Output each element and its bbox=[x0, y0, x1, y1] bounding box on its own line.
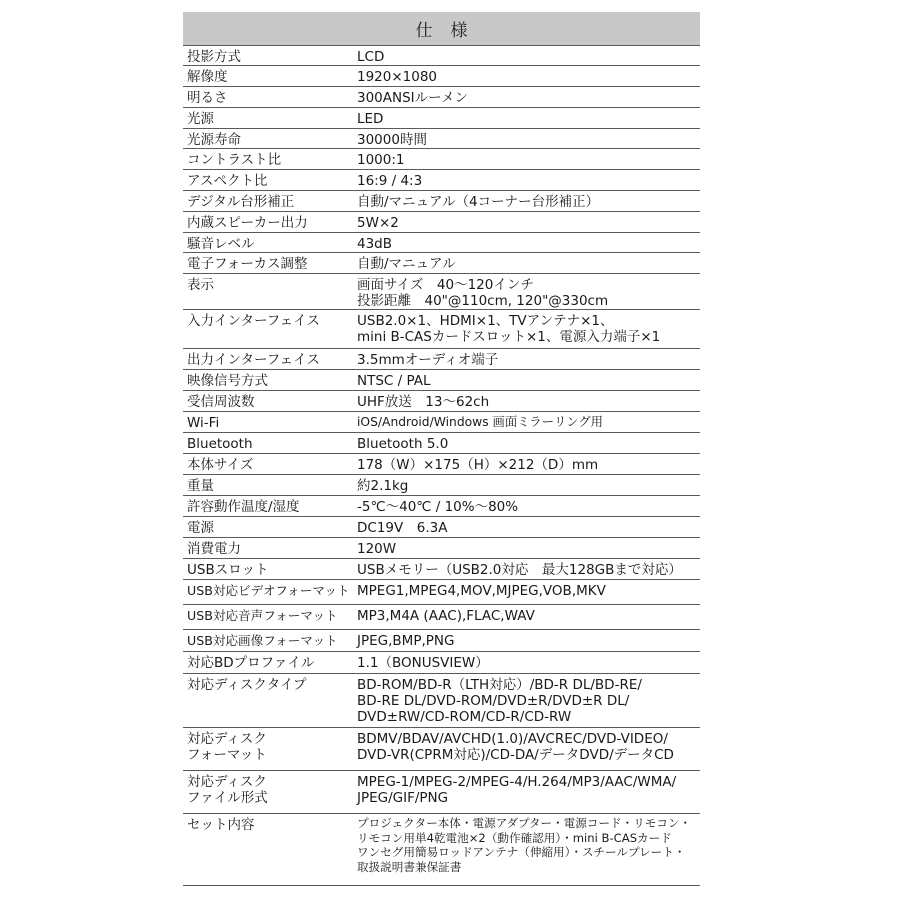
spec-value-line: iOS/Android/Windows 画面ミラーリング用 bbox=[357, 415, 603, 429]
spec-value-line: -5℃～40℃ / 10%～80% bbox=[357, 499, 519, 515]
spec-value-line: プロジェクター本体・電源アダプター・電源コード・リモコン・ bbox=[357, 816, 692, 830]
spec-label-line: 電源 bbox=[187, 520, 214, 536]
spec-label-line: コントラスト比 bbox=[187, 152, 282, 168]
spec-value bbox=[353, 517, 700, 538]
spec-label bbox=[183, 412, 353, 433]
spec-value-line: 取扱説明書兼保証書 bbox=[357, 859, 462, 874]
spec-label-line: フォーマット bbox=[187, 747, 267, 763]
spec-label bbox=[183, 212, 353, 233]
spec-label-line: USB対応ビデオフォーマット bbox=[187, 583, 350, 598]
spec-value-line: USB2.0×1、HDMI×1、TVアンテナ×1、 bbox=[357, 313, 614, 329]
spec-value bbox=[353, 652, 700, 674]
spec-value-line: 178（W）×175（H）×212（D）mm bbox=[357, 457, 599, 473]
spec-label-line: 入力インターフェイス bbox=[187, 313, 320, 329]
spec-value-line: BD-ROM/BD-R（LTH対応）/BD-R DL/BD-RE/ bbox=[357, 677, 642, 693]
spec-value bbox=[353, 274, 700, 310]
spec-value-line: mini B-CASカードスロット×1、電源入力端子×1 bbox=[357, 329, 661, 345]
spec-label-line: 対応ディスクタイプ bbox=[187, 677, 307, 693]
spec-row bbox=[183, 170, 700, 191]
spec-value bbox=[353, 454, 700, 475]
spec-value bbox=[353, 108, 700, 129]
spec-value-line: 自動/マニュアル（4コーナー台形補正） bbox=[357, 194, 600, 210]
spec-row bbox=[183, 814, 700, 886]
spec-label bbox=[183, 538, 353, 559]
spec-label-line: 受信周波数 bbox=[187, 394, 255, 410]
spec-row bbox=[183, 771, 700, 814]
spec-label-line: 解像度 bbox=[187, 69, 228, 85]
spec-row bbox=[183, 212, 700, 233]
spec-value-line: DVD-VR(CPRM対応)/CD-DA/データDVD/データCD bbox=[357, 747, 674, 763]
spec-label bbox=[183, 87, 353, 108]
spec-row bbox=[183, 274, 700, 310]
spec-label bbox=[183, 108, 353, 129]
spec-label bbox=[183, 559, 353, 580]
spec-label bbox=[183, 129, 353, 149]
spec-row bbox=[183, 630, 700, 652]
spec-value bbox=[353, 728, 700, 771]
spec-value bbox=[353, 814, 700, 886]
spec-row bbox=[183, 391, 700, 412]
spec-value-line: MPEG-1/MPEG-2/MPEG-4/H.264/MP3/AAC/WMA/ bbox=[357, 774, 677, 790]
spec-value-line: 3.5mmオーディオ端子 bbox=[357, 352, 499, 368]
spec-value-line: 1.1（BONUSVIEW） bbox=[357, 655, 489, 671]
spec-row bbox=[183, 652, 700, 674]
spec-value-line: JPEG/GIF/PNG bbox=[357, 790, 449, 806]
spec-label bbox=[183, 370, 353, 391]
spec-value bbox=[353, 674, 700, 728]
spec-value-line: 投影距離 40"@110cm, 120"@330cm bbox=[357, 293, 609, 309]
spec-row bbox=[183, 108, 700, 129]
spec-label-line: 許容動作温度/湿度 bbox=[187, 499, 300, 515]
spec-value bbox=[353, 496, 700, 517]
spec-row bbox=[183, 370, 700, 391]
spec-value bbox=[353, 170, 700, 191]
spec-label-line: 明るさ bbox=[187, 90, 228, 106]
spec-value-line: 120W bbox=[357, 541, 397, 557]
spec-value bbox=[353, 630, 700, 652]
spec-label bbox=[183, 66, 353, 87]
spec-value-line: Bluetooth 5.0 bbox=[357, 436, 449, 452]
spec-value bbox=[353, 538, 700, 559]
spec-label-line: セット内容 bbox=[187, 817, 255, 833]
spec-row bbox=[183, 191, 700, 212]
spec-row bbox=[183, 412, 700, 433]
spec-value bbox=[353, 559, 700, 580]
spec-label bbox=[183, 517, 353, 538]
spec-value-line: MPEG1,MPEG4,MOV,MJPEG,VOB,MKV bbox=[357, 583, 606, 599]
spec-label-line: 投影方式 bbox=[187, 49, 241, 65]
spec-label-line: USB対応画像フォーマット bbox=[187, 633, 338, 648]
spec-row bbox=[183, 66, 700, 87]
spec-row bbox=[183, 605, 700, 630]
spec-label bbox=[183, 391, 353, 412]
spec-label bbox=[183, 310, 353, 349]
spec-value bbox=[353, 771, 700, 814]
spec-label-line: USB対応音声フォーマット bbox=[187, 608, 338, 623]
spec-row bbox=[183, 496, 700, 517]
spec-label bbox=[183, 652, 353, 674]
spec-label bbox=[183, 580, 353, 605]
spec-value-line: 30000時間 bbox=[357, 132, 427, 148]
spec-value-line: 300ANSIルーメン bbox=[357, 90, 468, 106]
spec-label-line: 光源寿命 bbox=[187, 132, 241, 148]
spec-value bbox=[353, 349, 700, 370]
spec-value-line: 画面サイズ 40～120インチ bbox=[357, 277, 534, 293]
spec-value-line: BDMV/BDAV/AVCHD(1.0)/AVCREC/DVD-VIDEO/ bbox=[357, 731, 668, 747]
spec-value-line: 1000:1 bbox=[357, 152, 405, 168]
spec-value bbox=[353, 129, 700, 149]
spec-label bbox=[183, 630, 353, 652]
spec-label-line: 対応BDプロファイル bbox=[187, 655, 315, 671]
spec-label bbox=[183, 274, 353, 310]
spec-label-line: 重量 bbox=[187, 478, 214, 494]
spec-label bbox=[183, 149, 353, 170]
spec-value bbox=[353, 310, 700, 349]
spec-value bbox=[353, 370, 700, 391]
spec-label-line: 本体サイズ bbox=[187, 457, 254, 473]
spec-label bbox=[183, 433, 353, 454]
spec-row bbox=[183, 129, 700, 149]
spec-label-line: デジタル台形補正 bbox=[187, 194, 295, 210]
spec-value-line: UHF放送 13～62ch bbox=[357, 394, 490, 410]
spec-row bbox=[183, 253, 700, 274]
spec-label-line: 光源 bbox=[187, 111, 214, 127]
spec-label bbox=[183, 253, 353, 274]
spec-label-line: USBスロット bbox=[187, 562, 269, 578]
spec-label-line: Wi-Fi bbox=[187, 415, 220, 431]
spec-value bbox=[353, 391, 700, 412]
spec-value bbox=[353, 212, 700, 233]
spec-value-line: BD-RE DL/DVD-ROM/DVD±R/DVD±R DL/ bbox=[357, 693, 630, 709]
spec-label bbox=[183, 728, 353, 771]
spec-table bbox=[183, 45, 700, 886]
spec-value bbox=[353, 433, 700, 454]
spec-label-line: アスペクト比 bbox=[187, 173, 268, 189]
spec-value-line: JPEG,BMP,PNG bbox=[357, 633, 455, 649]
spec-label-line: 映像信号方式 bbox=[187, 373, 268, 389]
spec-value-line: LCD bbox=[357, 49, 385, 65]
spec-value-line: DVD±RW/CD-ROM/CD-R/CD-RW bbox=[357, 709, 572, 725]
spec-value-line: ワンセグ用簡易ロッドアンテナ（伸縮用）・スチールプレート・ bbox=[357, 845, 686, 859]
spec-row bbox=[183, 674, 700, 728]
spec-label bbox=[183, 233, 353, 253]
spec-sheet bbox=[183, 12, 700, 886]
spec-label bbox=[183, 454, 353, 475]
spec-row bbox=[183, 310, 700, 349]
spec-label bbox=[183, 771, 353, 814]
spec-row bbox=[183, 46, 700, 66]
spec-value-line: 約2.1kg bbox=[357, 478, 409, 494]
spec-value-line: MP3,M4A (AAC),FLAC,WAV bbox=[357, 608, 535, 624]
spec-label-line: 騒音レベル bbox=[187, 236, 255, 252]
spec-value bbox=[353, 605, 700, 630]
spec-label bbox=[183, 674, 353, 728]
spec-label bbox=[183, 191, 353, 212]
spec-label-line: ファイル形式 bbox=[187, 790, 268, 806]
spec-value-line: 43dB bbox=[357, 236, 393, 252]
spec-label-line: 内蔵スピーカー出力 bbox=[187, 215, 308, 231]
spec-label-line: 対応ディスク bbox=[187, 731, 267, 747]
spec-value bbox=[353, 580, 700, 605]
spec-row bbox=[183, 87, 700, 108]
spec-value bbox=[353, 412, 700, 433]
spec-row bbox=[183, 349, 700, 370]
spec-value-line: 16:9 / 4:3 bbox=[357, 173, 423, 189]
spec-label bbox=[183, 46, 353, 66]
spec-label bbox=[183, 170, 353, 191]
spec-label-line: 対応ディスク bbox=[187, 774, 267, 790]
spec-value bbox=[353, 233, 700, 253]
spec-value-line: DC19V 6.3A bbox=[357, 520, 448, 536]
spec-label bbox=[183, 814, 353, 886]
spec-row bbox=[183, 475, 700, 496]
spec-value-line: 1920×1080 bbox=[357, 69, 438, 85]
spec-label bbox=[183, 496, 353, 517]
spec-value bbox=[353, 87, 700, 108]
spec-row bbox=[183, 454, 700, 475]
spec-label bbox=[183, 349, 353, 370]
spec-value-line: 自動/マニュアル bbox=[357, 256, 456, 272]
spec-value bbox=[353, 46, 700, 66]
spec-row bbox=[183, 233, 700, 253]
spec-value bbox=[353, 66, 700, 87]
spec-value bbox=[353, 191, 700, 212]
spec-row bbox=[183, 580, 700, 605]
spec-value-line: USBメモリー（USB2.0対応 最大128GBまで対応） bbox=[357, 562, 682, 578]
spec-row bbox=[183, 559, 700, 580]
spec-row bbox=[183, 433, 700, 454]
spec-label-line: Bluetooth bbox=[187, 436, 253, 452]
spec-row bbox=[183, 517, 700, 538]
spec-value bbox=[353, 149, 700, 170]
spec-label bbox=[183, 475, 353, 496]
spec-value-line: NTSC / PAL bbox=[357, 373, 431, 389]
spec-label-line: 出力インターフェイス bbox=[187, 352, 320, 368]
spec-value bbox=[353, 253, 700, 274]
spec-row bbox=[183, 728, 700, 771]
spec-label-line: 電子フォーカス調整 bbox=[187, 256, 308, 272]
spec-label-line: 表示 bbox=[187, 277, 214, 293]
spec-value bbox=[353, 475, 700, 496]
spec-label bbox=[183, 605, 353, 630]
spec-value-line: リモコン用単4乾電池×2（動作確認用）・mini B-CASカード bbox=[357, 830, 672, 845]
spec-value-line: LED bbox=[357, 111, 384, 127]
spec-title: 仕様 bbox=[183, 12, 700, 45]
spec-row bbox=[183, 149, 700, 170]
spec-value-line: 5W×2 bbox=[357, 215, 399, 231]
spec-row bbox=[183, 538, 700, 559]
spec-label-line: 消費電力 bbox=[187, 541, 241, 557]
